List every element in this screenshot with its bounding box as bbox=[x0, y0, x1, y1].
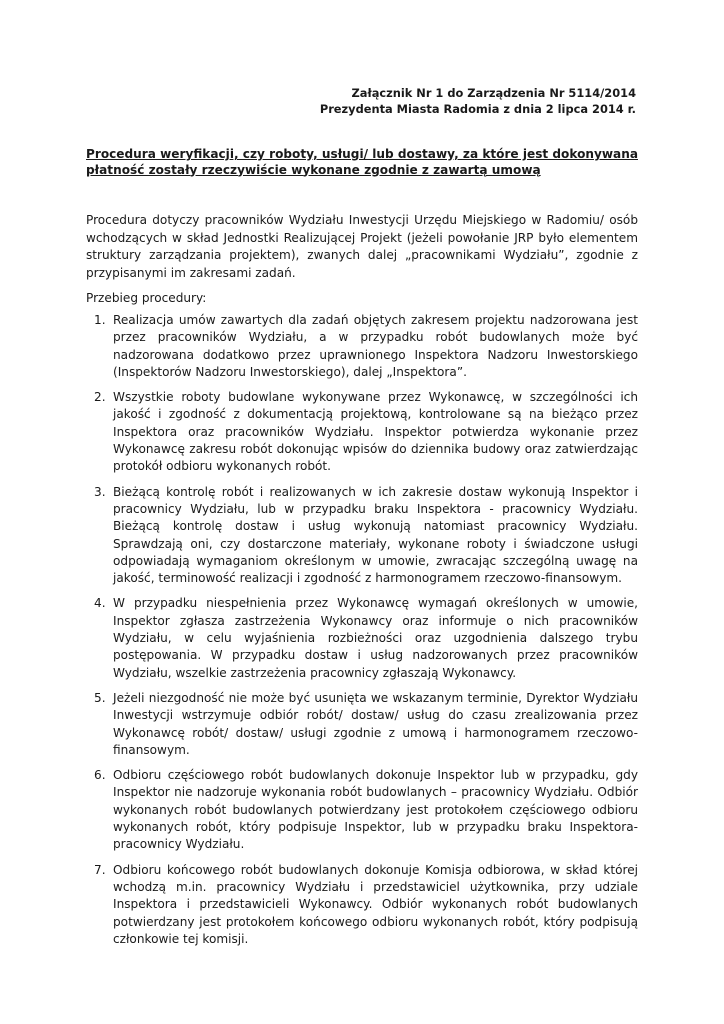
step-number: 2. bbox=[94, 390, 106, 405]
procedure-step-2 bbox=[86, 389, 638, 475]
header-line-1: Załącznik Nr 1 do Zarządzenia Nr 5114/2014 bbox=[351, 86, 636, 100]
header-line-2: Prezydenta Miasta Radomia z dnia 2 lipca 2014 r. bbox=[319, 101, 636, 116]
procedure-steps-list bbox=[86, 312, 638, 956]
step-text: Wszystkie roboty budowlane wykonywane przez Wykonawcę, w szczególności ich jakość i zgodność z dokumentacją projektową, kontrolowane są na bieżąco przez Inspektora oraz pracowników Wydziału. Inspektor potwierdza wykonanie przez Wykonawcę zakresu robót dokonując wpisów do dziennika budowy oraz zatwierdzając protokół odbioru wykonanych robót. bbox=[113, 390, 638, 474]
step-number: 6. bbox=[94, 768, 106, 783]
step-text: W przypadku niespełnienia przez Wykonawcę wymagań określonych w umowie, Inspektor zgłasza zastrzeżenia Wykonawcy oraz informuje o nich pracowników Wydziału, w celu wyjaśnienia rozbieżności oraz uzgodnienia dalszego trybu postępowania. W przypadku dostaw i usług nadzorowanych przez pracowników Wydziału, wszelkie zastrzeżenia pracownicy zgłaszają Wykonawcy. bbox=[113, 596, 638, 680]
step-number: 5. bbox=[94, 690, 106, 705]
step-text: Bieżącą kontrolę robót i realizowanych w ich zakresie dostaw wykonują Inspektor i pracownicy Wydziału, lub w przypadku braku Inspektora - pracownicy Wydziału. Bieżącą kontrolę dostaw i usług wykonują natomiast pracownicy Wydziału. Sprawdzają oni, czy dostarczone materiały, wykonane roboty i świadczone usługi odpowiadają wymaganiom określonym w umowie, zwracając szczególną uwagę na jakość, terminowość realizacji i zgodność z harmonogramem rzeczowo-finansowym. bbox=[113, 484, 638, 586]
procedure-step-6 bbox=[86, 767, 638, 853]
step-text: Odbioru końcowego robót budowlanych dokonuje Komisja odbiorowa, w skład której wchodzą m.in. pracownicy Wydziału i przedstawiciel użytkownika, przy udziale Inspektora i przedstawicieli Wykonawcy. Odbiór wykonanych robót budowlanych potwierdzany jest protokołem końcowego odbioru wykonanych robót, który podpisują członkowie tej komisji. bbox=[113, 862, 638, 946]
procedure-step-5 bbox=[86, 690, 638, 759]
attachment-header bbox=[320, 86, 636, 117]
procedure-flow-label: Przebieg procedury: bbox=[86, 291, 207, 305]
procedure-step-1 bbox=[86, 312, 638, 381]
document-title: Procedura weryfikacji, czy roboty, usługi/ lub dostawy, za które jest dokonywana płatność zostały rzeczywiście wykonane zgodnie z zawartą umową bbox=[86, 147, 638, 177]
intro-paragraph: Procedura dotyczy pracowników Wydziału Inwestycji Urzędu Miejskiego w Radomiu/ osób wchodzących w skład Jednostki Realizującej Projekt (jeżeli powołanie JRP było elementem struktury zarządzania projektem), zwanych dalej „pracownikami Wydziału”, zgodnie z przypisanymi im zakresami zadań. bbox=[86, 213, 638, 280]
step-text: Jeżeli niezgodność nie może być usunięta we wskazanym terminie, Dyrektor Wydziału Inwestycji wstrzymuje odbiór robót/ dostaw/ usług do czasu zrealizowania przez Wykonawcę robót/ dostaw/ usługi zgodnie z umową i harmonogramem rzeczowo-finansowym. bbox=[113, 690, 638, 757]
procedure-step-7 bbox=[86, 862, 638, 948]
step-text: Realizacja umów zawartych dla zadań objętych zakresem projektu nadzorowana jest przez pracowników Wydziału, a w przypadku robót budowlanych może być nadzorowana dodatkowo przez uprawnionego Inspektora Nadzoru Inwestorskiego (Inspektorów Nadzoru Inwestorskiego), dalej „Inspektora”. bbox=[113, 313, 638, 379]
step-number: 7. bbox=[94, 862, 106, 877]
step-number: 1. bbox=[94, 313, 106, 327]
step-number: 4. bbox=[94, 596, 106, 611]
step-number: 3. bbox=[94, 484, 106, 499]
step-text: Odbioru częściowego robót budowlanych dokonuje Inspektor lub w przypadku, gdy Inspektor nie nadzoruje wykonania robót budowlanych – pracownicy Wydziału. Odbiór wykonanych robót budowlanych potwierdzany jest protokołem częściowego odbioru wykonanych robót, który podpisuje Inspektor, lub w przypadku braku Inspektora-pracownicy Wydziału. bbox=[113, 768, 638, 852]
procedure-step-4 bbox=[86, 595, 638, 681]
procedure-step-3 bbox=[86, 484, 638, 588]
